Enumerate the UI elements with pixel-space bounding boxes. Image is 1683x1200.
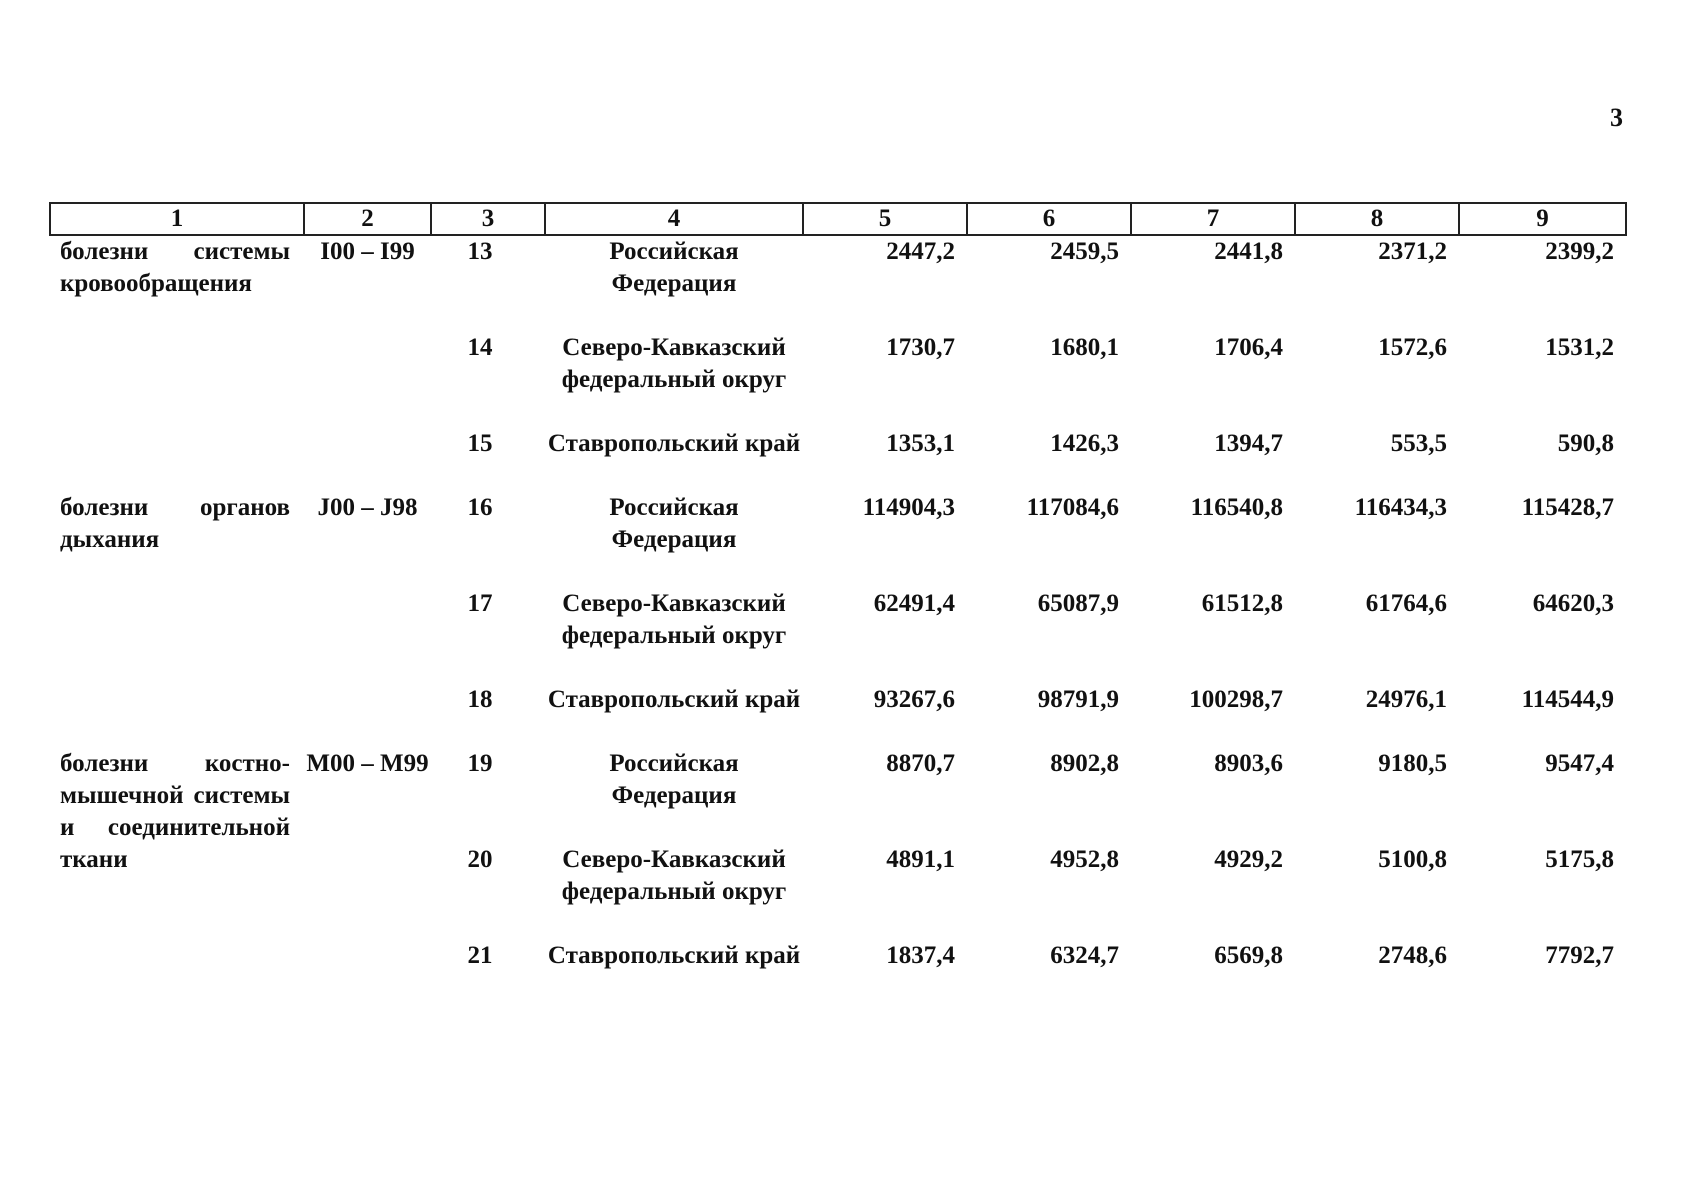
value-cell: 2441,8 [1214, 238, 1283, 265]
value-cell: 2748,6 [1378, 942, 1447, 969]
region-name: Российская Федерация [609, 238, 739, 297]
row-number: 15 [467, 430, 493, 457]
row-number: 18 [467, 686, 493, 713]
region-name: Ставропольский край [547, 430, 801, 457]
value-cell: 5100,8 [1378, 846, 1447, 873]
disease-name: болезни костно-мышечной системы и соединительной ткани [60, 750, 290, 873]
col-header: 9 [1459, 203, 1626, 235]
value-cell: 117084,6 [1026, 494, 1119, 521]
disease-name: болезни органов дыхания [60, 494, 290, 553]
col-header: 4 [545, 203, 803, 235]
value-cell: 24976,1 [1365, 686, 1447, 713]
value-cell: 2399,2 [1545, 238, 1614, 265]
value-cell: 2459,5 [1050, 238, 1119, 265]
table-row [50, 492, 1626, 556]
value-cell: 1426,3 [1050, 430, 1119, 457]
value-cell: 8903,6 [1214, 750, 1283, 777]
value-cell: 4891,1 [886, 846, 955, 873]
icd-code: J00 – J98 [317, 494, 418, 521]
value-cell: 65087,9 [1037, 590, 1119, 617]
value-cell: 1730,7 [886, 334, 955, 361]
value-cell: 8870,7 [886, 750, 955, 777]
value-cell: 62491,4 [873, 590, 955, 617]
col-header: 6 [967, 203, 1131, 235]
row-number: 16 [467, 494, 493, 521]
value-cell: 98791,9 [1037, 686, 1119, 713]
row-number: 19 [467, 750, 493, 777]
col-header: 2 [304, 203, 431, 235]
disease-name: болезни системы кровообращения [60, 238, 290, 297]
value-cell: 2447,2 [886, 238, 955, 265]
region-name: Российская Федерация [609, 494, 739, 553]
region-name: Северо-Кавказский федеральный округ [561, 334, 787, 393]
value-cell: 1680,1 [1050, 334, 1119, 361]
value-cell: 5175,8 [1545, 846, 1614, 873]
page-number: 3 [1610, 103, 1623, 132]
row-number: 13 [467, 238, 493, 265]
header-row [50, 203, 1626, 235]
value-cell: 116434,3 [1354, 494, 1447, 521]
value-cell: 4929,2 [1214, 846, 1283, 873]
value-cell: 100298,7 [1189, 686, 1283, 713]
value-cell: 1394,7 [1214, 430, 1283, 457]
value-cell: 61512,8 [1201, 590, 1283, 617]
region-name: Ставропольский край [547, 942, 801, 969]
value-cell: 590,8 [1557, 430, 1614, 457]
region-name: Северо-Кавказский федеральный округ [561, 590, 787, 649]
value-cell: 115428,7 [1521, 494, 1614, 521]
col-header: 3 [431, 203, 545, 235]
icd-code: I00 – I99 [320, 238, 415, 265]
region-name: Российская Федерация [609, 750, 739, 809]
col-header: 5 [803, 203, 967, 235]
statistics-table [49, 202, 1626, 972]
region-name: Ставропольский край [547, 686, 801, 713]
value-cell: 116540,8 [1190, 494, 1283, 521]
col-header: 7 [1131, 203, 1295, 235]
value-cell: 114904,3 [862, 494, 955, 521]
icd-code: M00 – M99 [306, 750, 429, 777]
region-name: Северо-Кавказский федеральный округ [561, 846, 787, 905]
value-cell: 4952,8 [1050, 846, 1119, 873]
value-cell: 1837,4 [886, 942, 955, 969]
value-cell: 553,5 [1390, 430, 1447, 457]
value-cell: 8902,8 [1050, 750, 1119, 777]
table-row [50, 235, 1626, 300]
value-cell: 93267,6 [873, 686, 955, 713]
value-cell: 61764,6 [1365, 590, 1447, 617]
row-number: 21 [467, 942, 493, 969]
value-cell: 6569,8 [1214, 942, 1283, 969]
value-cell: 1531,2 [1545, 334, 1614, 361]
table-row [50, 748, 1626, 812]
row-number: 17 [467, 590, 493, 617]
value-cell: 64620,3 [1532, 590, 1614, 617]
value-cell: 6324,7 [1050, 942, 1119, 969]
value-cell: 1353,1 [886, 430, 955, 457]
value-cell: 2371,2 [1378, 238, 1447, 265]
value-cell: 114544,9 [1521, 686, 1614, 713]
row-number: 14 [467, 334, 493, 361]
value-cell: 7792,7 [1545, 942, 1614, 969]
value-cell: 1706,4 [1214, 334, 1283, 361]
value-cell: 9547,4 [1545, 750, 1614, 777]
value-cell: 1572,6 [1378, 334, 1447, 361]
row-number: 20 [467, 846, 493, 873]
col-header: 1 [50, 203, 304, 235]
col-header: 8 [1295, 203, 1459, 235]
value-cell: 9180,5 [1378, 750, 1447, 777]
